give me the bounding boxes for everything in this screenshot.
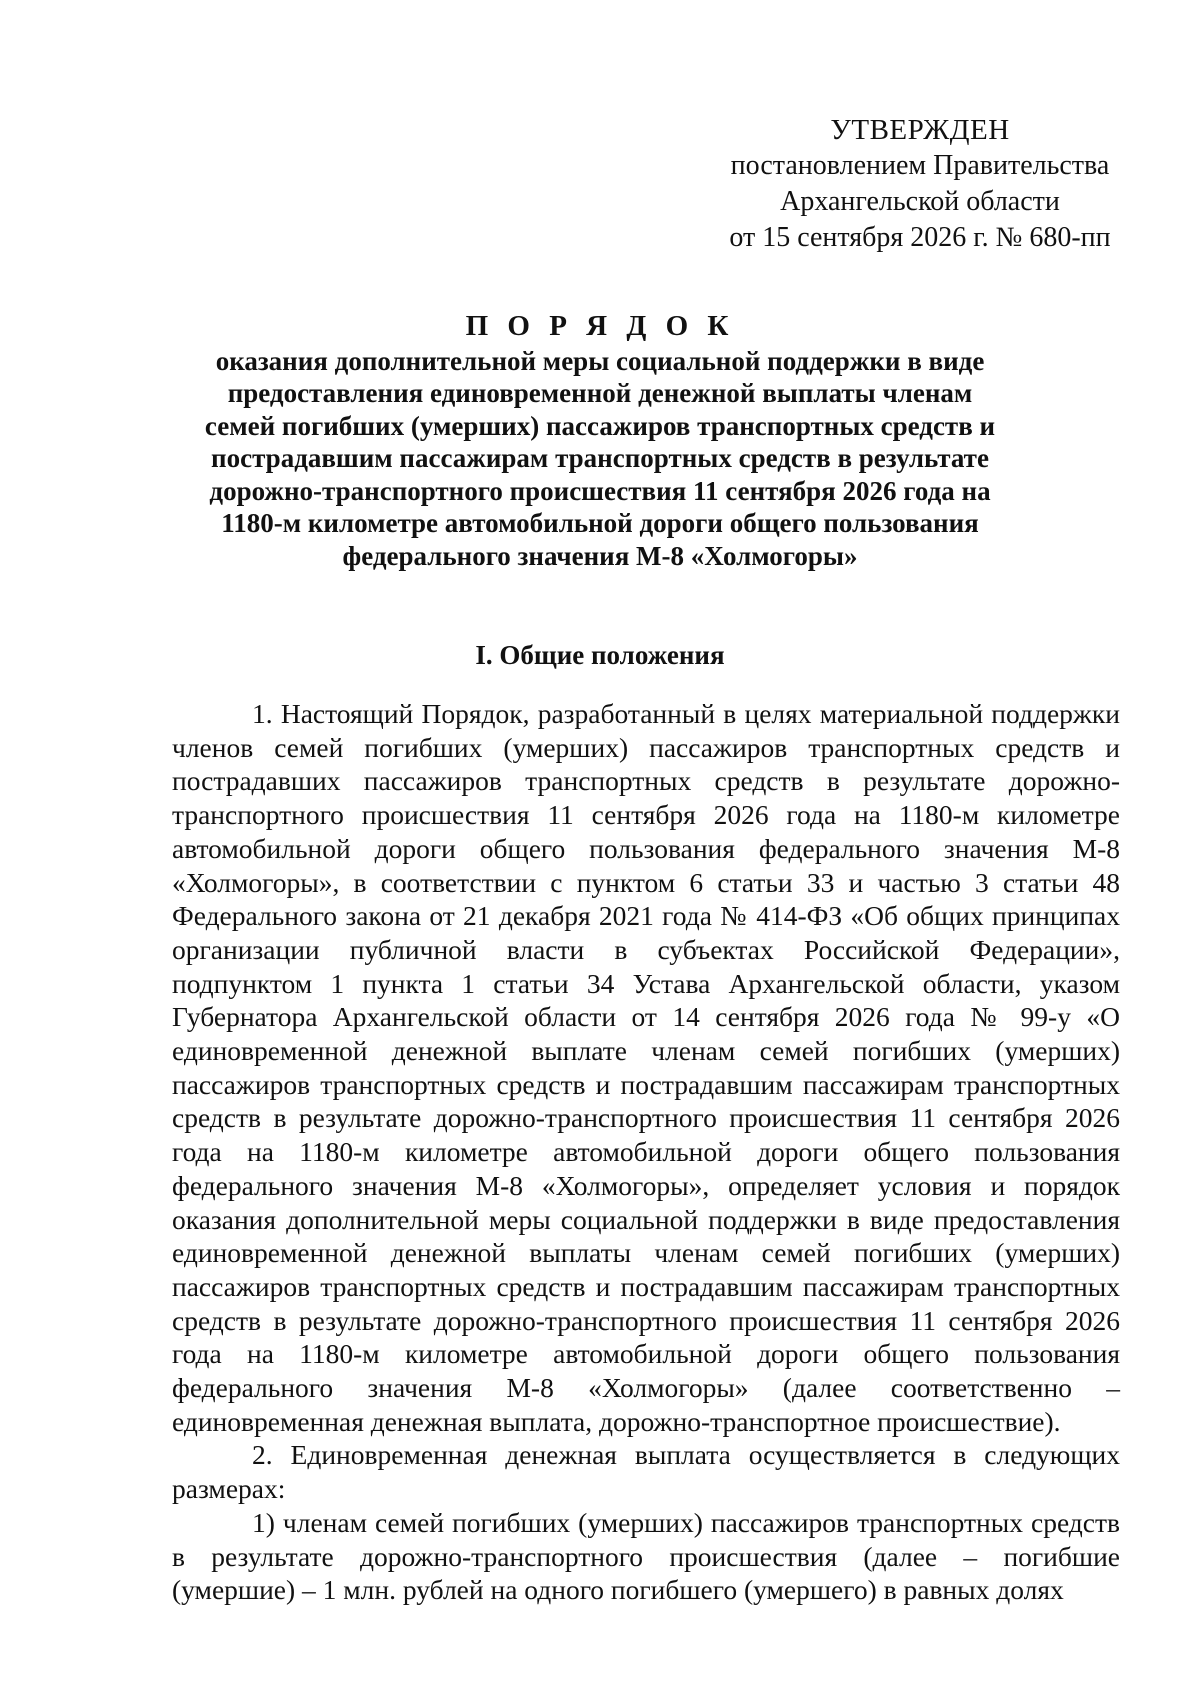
- paragraph: 2. Единовременная денежная выплата осуществляется в следующих размерах:: [172, 1439, 1120, 1505]
- approval-line-2: Архангельской области: [780, 186, 1060, 217]
- paragraph: 1) членам семей погибших (умерших) пассажиров транспортных средств в результате дорожно-транспортного происшествия (далее – погибшие (умершие) – 1 млн. рублей на одного погибшего (умершего) в равных долях: [172, 1506, 1120, 1606]
- approval-line-3: от 15 сентября 2026 г. № 680-пп: [729, 222, 1111, 253]
- document-body: [172, 697, 1120, 1607]
- document-title-text: оказания дополнительной меры социальной поддержки в виде предоставления единовременной денежной выплаты членам семей погибших (умерших) пассажиров транспортных средств и пострадавшим пассажирам транспортных средств в результате дорожно-транспортного происшествия 11 сентября 2026 года на 1180-м километре автомобильной дороги общего пользования федерального значения М-8 «Холмогоры»: [204, 345, 996, 571]
- document-title: [200, 310, 1000, 572]
- document-kind: П О Р Я Д О К: [465, 310, 735, 342]
- paragraph: 1. Настоящий Порядок, разработанный в целях материальной поддержки членов семей погибших (умерших) пассажиров транспортных средств и пострадавших пассажиров транспортных средств в результате дорожно-транспортного происшествия 11 сентября 2026 года на 1180-м километре автомобильной дороги общего пользования федерального значения М-8 «Холмогоры», в соответствии с пунктом 6 статьи 33 и частью 3 статьи 48 Федерального закона от 21 декабря 2021 года № 414-ФЗ «Об общих принципах организации публичной власти в субъектах Российской Федерации», подпунктом 1 пункта 1 статьи 34 Устава Архангельской области, указом Губернатора Архангельской области от 14 сентября 2026 года № 99-у «О единовременной денежной выплате членам семей погибших (умерших) пассажиров транспортных средств и пострадавшим пассажирам транспортных средств в результате дорожно-транспортного происшествия 11 сентября 2026 года на 1180-м километре автомобильной дороги общего пользования федерального значения М-8 «Холмогоры», определяет условия и порядок оказания дополнительной меры социальной поддержки в виде предоставления единовременной денежной выплаты членам семей погибших (умерших) пассажиров транспортных средств и пострадавшим пассажирам транспортных средств в результате дорожно-транспортного происшествия 11 сентября 2026 года на 1180-м километре автомобильной дороги общего пользования федерального значения М-8 «Холмогоры» (далее соответственно – единовременная денежная выплата, дорожно-транспортное происшествие).: [172, 698, 1120, 1437]
- section-heading: I. Общие положения: [475, 640, 725, 670]
- approval-line-1: постановлением Правительства: [730, 150, 1110, 181]
- approval-stamp: [720, 112, 1120, 256]
- approval-label: УТВЕРЖДЕН: [830, 114, 1010, 146]
